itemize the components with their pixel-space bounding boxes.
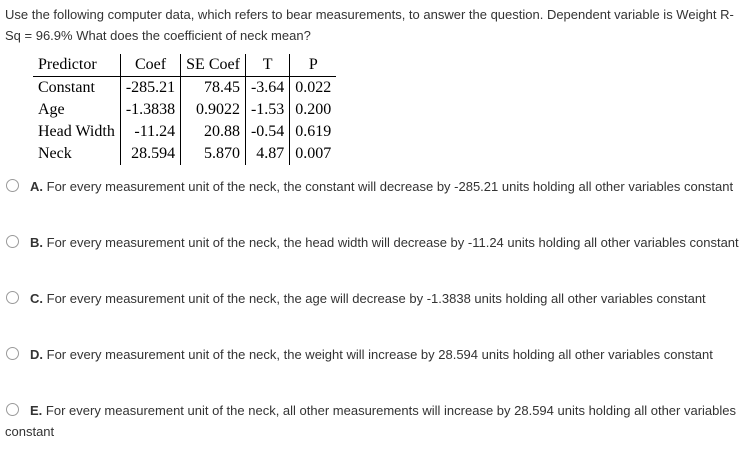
table-row (33, 99, 336, 121)
option-c-letter: C. (30, 291, 43, 306)
cell-coef: 28.594 (120, 143, 180, 165)
option-a-label: For every measurement unit of the neck, the constant will decrease by -285.21 units holding all other variables constant (46, 179, 734, 194)
table-header-row (33, 54, 336, 77)
radio-button-a[interactable] (6, 179, 19, 192)
cell-p: 0.007 (295, 145, 332, 162)
cell-t: -1.53 (245, 99, 289, 121)
table-row (33, 121, 336, 143)
option-b[interactable] (0, 232, 744, 288)
cell-p: 0.022 (295, 79, 332, 96)
header-t: T (245, 54, 289, 77)
header-predictor: Predictor (33, 54, 120, 77)
option-c[interactable] (0, 288, 744, 344)
radio-button-c[interactable] (6, 291, 19, 304)
header-p: P (290, 54, 337, 77)
option-c-label: For every measurement unit of the neck, the age will decrease by -1.3838 units holding all other variables constant (46, 291, 706, 306)
cell-predictor: Head Width (33, 121, 120, 143)
cell-t: -3.64 (245, 77, 289, 100)
cell-t: -0.54 (245, 121, 289, 143)
cell-se-coef: 20.88 (181, 121, 246, 143)
option-d-text (5, 344, 744, 365)
option-d-letter: D. (30, 347, 43, 362)
cell-se-coef: 78.45 (181, 77, 246, 100)
radio-button-d[interactable] (6, 347, 19, 360)
option-e-letter: E. (30, 403, 43, 418)
option-b-label: For every measurement unit of the neck, the head width will decrease by -11.24 units holding all other variables constant (46, 235, 739, 250)
regression-table (33, 54, 336, 165)
cell-p: 0.200 (295, 101, 332, 118)
table-row (33, 77, 336, 100)
option-c-text (5, 288, 744, 309)
option-e-text (5, 400, 744, 442)
cell-predictor: Constant (33, 77, 120, 100)
cell-predictor: Age (33, 99, 120, 121)
cell-se-coef: 5.870 (181, 143, 246, 165)
option-a-text (5, 176, 744, 197)
option-a[interactable] (0, 176, 744, 232)
cell-coef: -1.3838 (120, 99, 180, 121)
cell-p: 0.619 (295, 123, 332, 140)
cell-coef: -285.21 (120, 77, 180, 100)
cell-coef: -11.24 (120, 121, 180, 143)
cell-predictor: Neck (33, 143, 120, 165)
option-b-letter: B. (30, 235, 43, 250)
header-coef: Coef (120, 54, 180, 77)
table-row (33, 143, 336, 165)
option-e-label: For every measurement unit of the neck, all other measurements will increase by 28.594 units holding all other variables constant (5, 403, 736, 439)
option-d-label: For every measurement unit of the neck, the weight will increase by 28.594 units holding all other variables constant (46, 347, 713, 362)
answer-options (0, 176, 744, 456)
radio-button-e[interactable] (6, 403, 19, 416)
option-d[interactable] (0, 344, 744, 400)
cell-t: 4.87 (245, 143, 289, 165)
header-se-coef: SE Coef (181, 54, 246, 77)
option-a-letter: A. (30, 179, 43, 194)
radio-button-b[interactable] (6, 235, 19, 248)
option-e[interactable] (0, 400, 744, 456)
option-b-text (5, 232, 744, 253)
cell-se-coef: 0.9022 (181, 99, 246, 121)
question-text: Use the following computer data, which refers to bear measurements, to answer the question. Dependent variable is Weight R-Sq = 96.9% What does the coefficient of neck mean? (5, 7, 734, 43)
